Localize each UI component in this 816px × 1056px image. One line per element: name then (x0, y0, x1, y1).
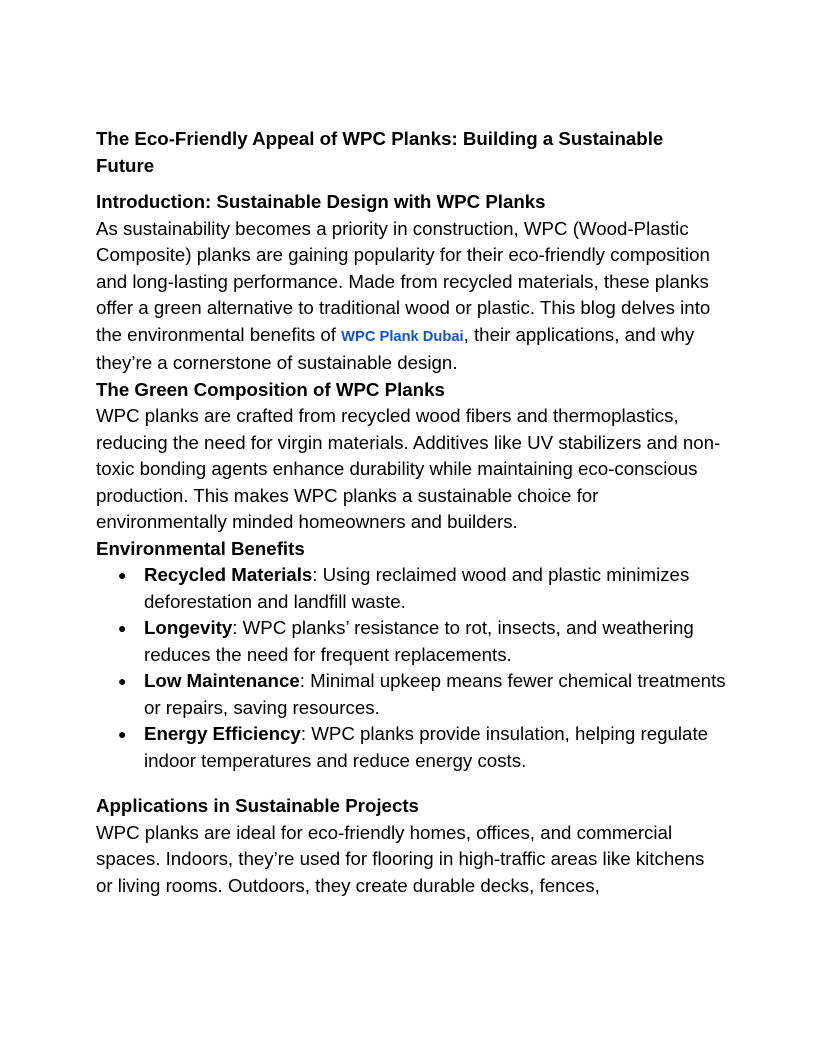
applications-heading: Applications in Sustainable Projects (96, 795, 419, 816)
benefit-term: Recycled Materials (144, 564, 313, 585)
benefit-text: : Using reclaimed wood and plastic minimizes deforestation and landfill waste. (144, 564, 690, 612)
spacer (96, 774, 726, 793)
benefit-item-energy-efficiency (118, 721, 726, 774)
wpc-plank-dubai-link[interactable]: WPC Plank Dubai (341, 328, 464, 345)
applications-paragraph: WPC planks are ideal for eco-friendly homes, offices, and commercial spaces. Indoors, they’re used for flooring in high-traffic areas like kitchens or living rooms. Outdoors, they create durable decks, fences, (96, 821, 705, 896)
document-page (96, 125, 726, 899)
composition-paragraph: WPC planks are crafted from recycled wood fibers and thermoplastics, reducing the need for virgin materials. Additives like UV stabilizers and non-toxic bonding agents enhance durability while maintaining eco-conscious production. This makes WPC planks a sustainable choice for environmentally minded homeowners and builders. (96, 405, 721, 532)
benefits-heading: Environmental Benefits (96, 537, 305, 559)
intro-heading: Introduction: Sustainable Design with WPC Planks (96, 191, 546, 212)
benefit-term: Longevity (144, 617, 233, 638)
benefit-term: Energy Efficiency (144, 723, 301, 744)
benefit-text: : Minimal upkeep means fewer chemical treatments or repairs, saving resources. (144, 670, 726, 718)
benefits-list (96, 562, 726, 774)
benefit-term: Low Maintenance (144, 670, 300, 691)
benefit-text: : WPC planks’ resistance to rot, insects, and weathering reduces the need for frequent replacements. (144, 617, 694, 665)
intro-paragraph (96, 216, 726, 377)
document-title: The Eco-Friendly Appeal of WPC Planks: Building a Sustainable Future (96, 128, 664, 176)
bullet-icon: ● (118, 673, 127, 689)
benefit-item-low-maintenance (118, 668, 726, 721)
benefit-item-longevity (118, 615, 726, 668)
benefit-item-recycled-materials (118, 562, 726, 615)
composition-heading: The Green Composition of WPC Planks (96, 378, 445, 400)
benefit-text: : WPC planks provide insulation, helping regulate indoor temperatures and reduce energy costs. (144, 723, 709, 771)
bullet-icon: ● (118, 567, 127, 583)
bullet-icon: ● (118, 620, 127, 636)
intro-text-after-link: , their applications, and why they’re a cornerstone of sustainable design. (96, 323, 695, 373)
intro-text-before-link: As sustainability becomes a priority in construction, WPC (Wood-Plastic Composite) planks are gaining popularity for their eco-friendly composition and long-lasting performance. Made from recycled materials, these planks offer a green alternative to traditional wood or plastic. This blog delves into the environmental benefits of (96, 217, 711, 345)
bullet-icon: ● (118, 726, 127, 742)
